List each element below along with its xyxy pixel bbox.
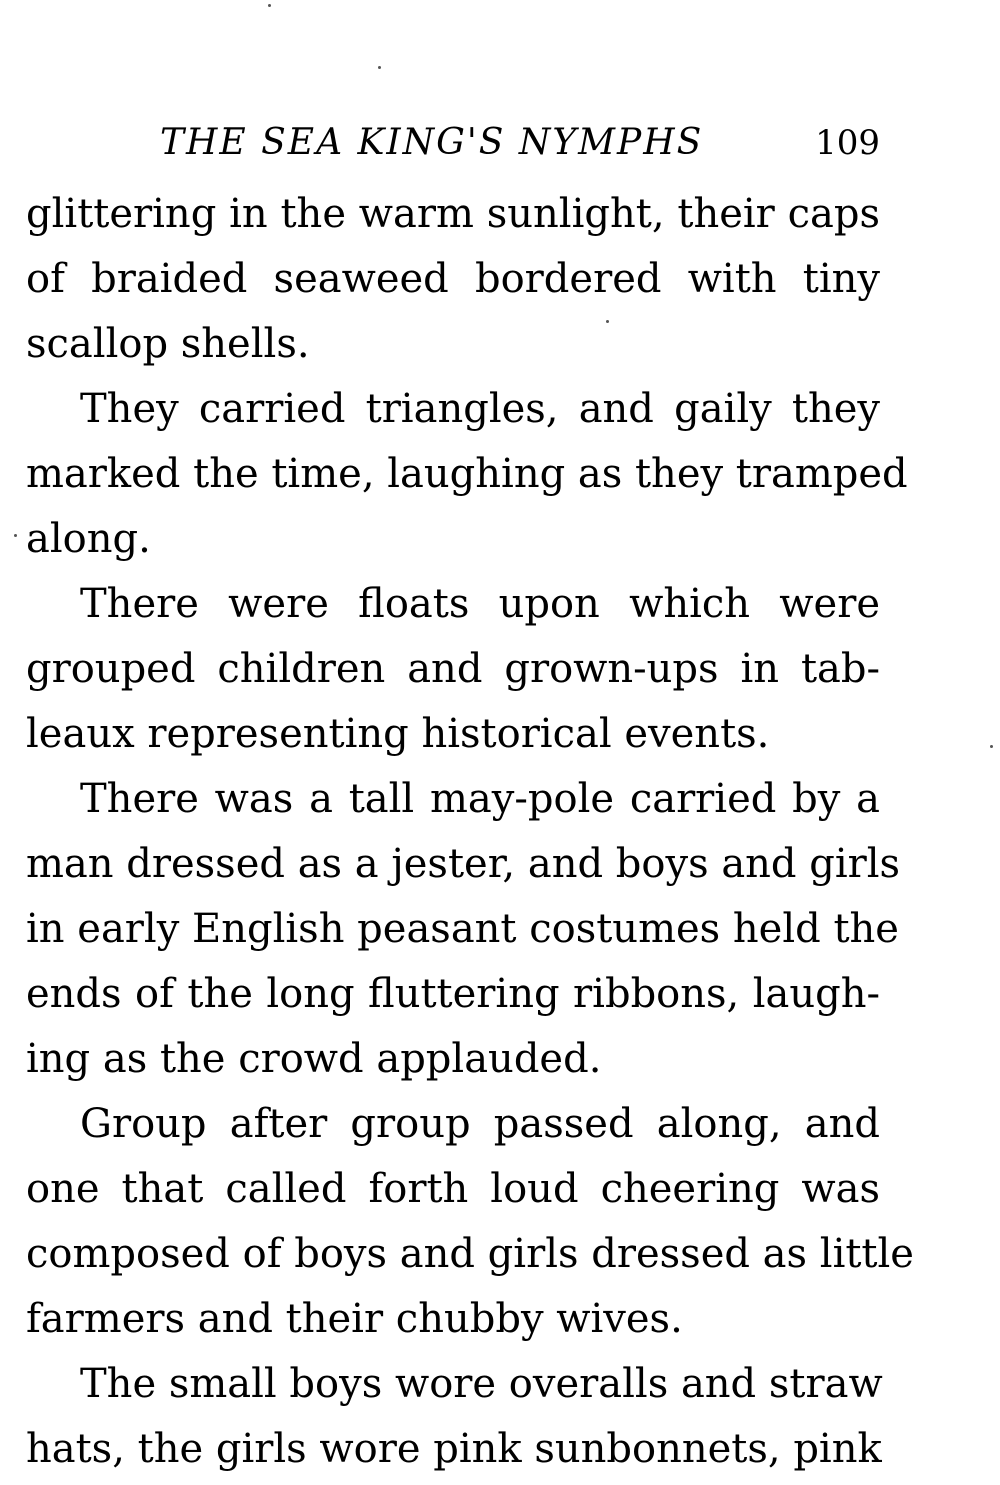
paragraph xyxy=(26,572,880,767)
text-line: along. xyxy=(26,516,151,562)
text-line: of braided seaweed bordered with tiny xyxy=(26,256,880,302)
running-head xyxy=(160,118,880,168)
scan-speck xyxy=(268,4,271,7)
text-line: glittering in the warm sunlight, their caps xyxy=(26,191,880,237)
text-line: There were floats upon which were xyxy=(80,581,880,627)
page-number: 109 xyxy=(815,123,880,163)
text-line: There was a tall may-pole carried by a xyxy=(80,776,880,822)
text-line: hats, the girls wore pink sunbonnets, pink xyxy=(26,1426,882,1472)
scan-speck xyxy=(378,66,381,69)
text-line: composed of boys and girls dressed as little xyxy=(26,1231,914,1277)
text-line: farmers and their chubby wives. xyxy=(26,1296,683,1342)
paragraph xyxy=(26,1352,883,1482)
text-line: ends of the long fluttering ribbons, laugh- xyxy=(26,971,880,1017)
text-line: The small boys wore overalls and straw xyxy=(80,1361,883,1407)
text-line: Group after group passed along, and xyxy=(80,1101,880,1147)
text-line: man dressed as a jester, and boys and girls xyxy=(26,841,901,887)
paragraph xyxy=(26,377,908,572)
text-line: ing as the crowd applauded. xyxy=(26,1036,602,1082)
scan-speck xyxy=(14,534,17,537)
text-line: in early English peasant costumes held the xyxy=(26,906,899,952)
paragraph xyxy=(26,1092,914,1352)
text-line: They carried triangles, and gaily they xyxy=(80,386,880,432)
paragraph xyxy=(26,182,880,377)
text-line: scallop shells. xyxy=(26,321,310,367)
text-line: leaux representing historical events. xyxy=(26,711,770,757)
paragraph xyxy=(26,767,901,1092)
body-text xyxy=(26,182,914,1482)
text-line: one that called forth loud cheering was xyxy=(26,1166,880,1212)
text-line: grouped children and grown-ups in tab- xyxy=(26,646,880,692)
scan-speck xyxy=(606,320,609,323)
running-head-title: THE SEA KING'S NYMPHS xyxy=(160,122,704,163)
text-line: marked the time, laughing as they tramped xyxy=(26,451,908,497)
scan-speck xyxy=(990,745,993,748)
